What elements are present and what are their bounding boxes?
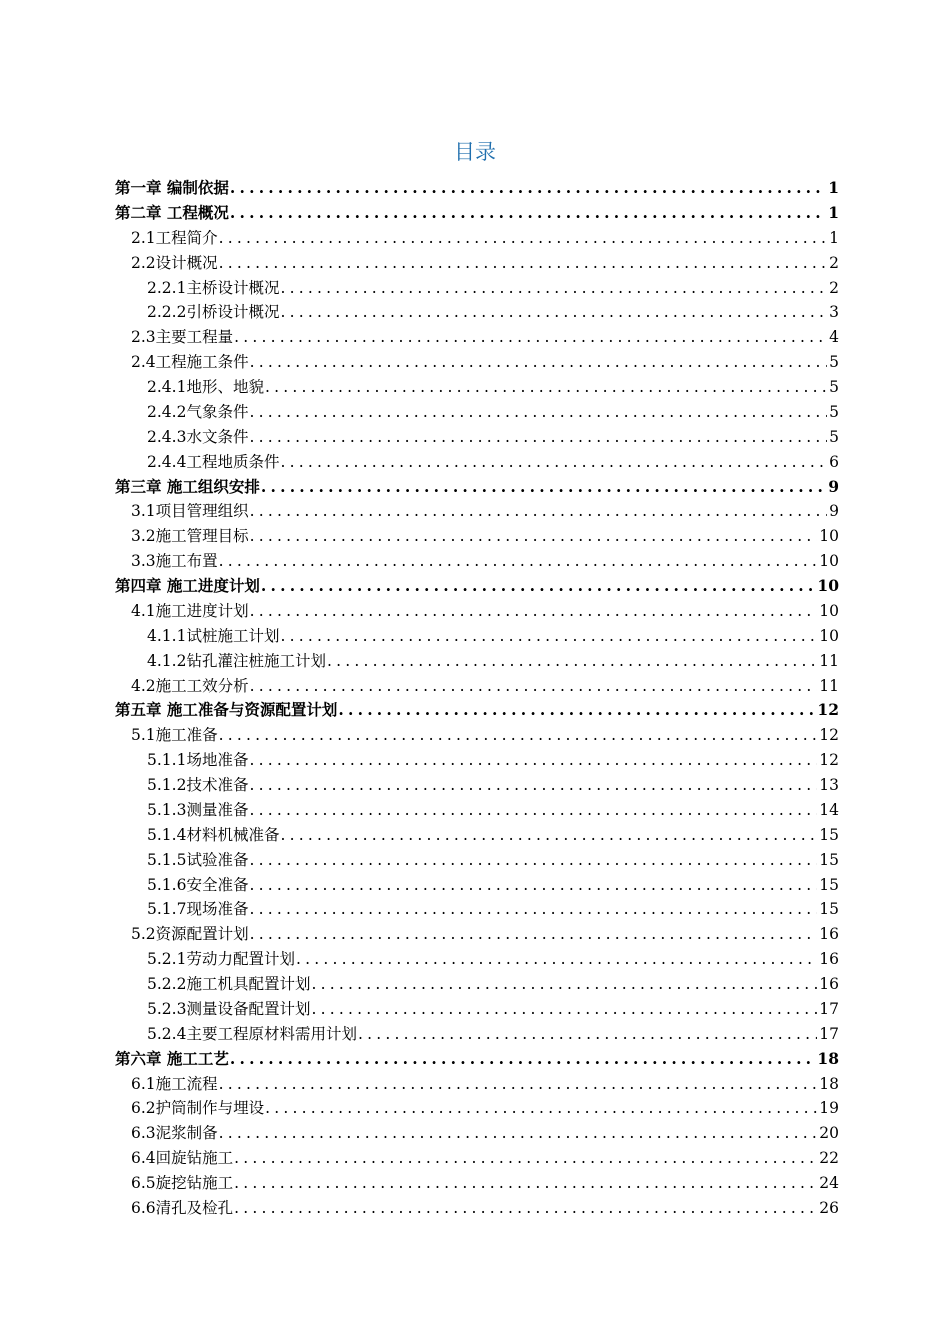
toc-entry-page-number: 3 <box>829 303 839 322</box>
toc-entry-page-number: 11 <box>819 676 839 695</box>
toc-entry-page-number: 1 <box>828 178 839 197</box>
toc-entry-page-number: 13 <box>819 776 839 794</box>
toc-entry-page-number: 18 <box>817 1048 839 1068</box>
toc-entry[interactable] <box>115 300 839 325</box>
toc-entry-label: 4.1.1试桩施工计划 <box>147 626 280 645</box>
toc-entry[interactable] <box>115 1047 839 1072</box>
toc-dot-leader <box>250 524 818 549</box>
toc-entry-page-number: 5 <box>829 378 839 396</box>
toc-dot-leader <box>280 300 827 325</box>
toc-entry-label: 2.2.1主桥设计概况 <box>147 278 280 297</box>
toc-entry-label: 5.2.2施工机具配置计划 <box>147 975 311 993</box>
toc-entry[interactable] <box>115 276 839 301</box>
toc-entry[interactable] <box>115 1022 839 1047</box>
toc-entry-label: 5.1.4材料机械准备 <box>147 825 280 844</box>
toc-entry-label: 5.1.6安全准备 <box>147 875 249 894</box>
toc-dot-leader <box>234 1196 817 1221</box>
toc-entry-label: 6.3泥浆制备 <box>131 1124 218 1143</box>
toc-entry-page-number: 16 <box>819 975 839 993</box>
toc-dot-leader <box>265 375 827 400</box>
toc-entry[interactable] <box>115 325 839 350</box>
toc-entry[interactable] <box>115 798 839 823</box>
toc-entry[interactable] <box>115 201 839 226</box>
toc-dot-leader <box>280 276 827 301</box>
toc-list <box>115 176 839 1221</box>
toc-entry-page-number: 19 <box>819 1099 839 1118</box>
toc-dot-leader <box>249 773 817 798</box>
toc-entry-label: 5.1.1场地准备 <box>147 751 249 770</box>
toc-entry[interactable] <box>115 226 839 251</box>
toc-entry-page-number: 1 <box>829 228 839 247</box>
toc-entry-label: 3.2施工管理目标 <box>131 527 249 546</box>
toc-dot-leader <box>311 997 817 1022</box>
toc-entry[interactable] <box>115 649 839 674</box>
toc-entry-label: 2.4工程施工条件 <box>131 353 249 372</box>
toc-entry[interactable] <box>115 425 839 450</box>
toc-entry-label: 2.1工程简介 <box>131 228 218 247</box>
toc-entry-label: 5.1施工准备 <box>131 726 218 745</box>
toc-dot-leader <box>311 972 817 997</box>
toc-entry-page-number: 4 <box>829 328 839 347</box>
toc-entry[interactable] <box>115 1196 839 1221</box>
toc-entry-label: 2.4.3水文条件 <box>147 427 249 446</box>
toc-dot-leader <box>234 1171 817 1196</box>
toc-dot-leader <box>280 450 827 475</box>
toc-entry-page-number: 2 <box>829 253 839 272</box>
toc-entry[interactable] <box>115 499 839 524</box>
toc-entry-label: 5.2.3测量设备配置计划 <box>147 999 311 1018</box>
toc-entry-label: 3.1项目管理组织 <box>131 502 249 521</box>
toc-entry[interactable] <box>115 997 839 1022</box>
toc-entry-page-number: 10 <box>819 527 839 546</box>
toc-entry-page-number: 6 <box>829 452 839 471</box>
toc-dot-leader <box>234 325 827 350</box>
toc-entry-label: 5.1.7现场准备 <box>147 900 249 919</box>
toc-entry-label: 第五章 施工准备与资源配置计划 <box>115 700 338 720</box>
toc-entry[interactable] <box>115 1121 839 1146</box>
toc-entry-page-number: 17 <box>819 999 839 1018</box>
toc-entry-page-number: 5 <box>829 353 839 372</box>
toc-dot-leader <box>219 251 827 276</box>
toc-dot-leader <box>230 176 826 201</box>
toc-entry-page-number: 12 <box>817 700 839 720</box>
toc-entry[interactable] <box>115 1146 839 1171</box>
toc-entry-page-number: 17 <box>819 1024 839 1043</box>
toc-entry-page-number: 15 <box>819 875 839 894</box>
toc-entry-label: 6.1施工流程 <box>131 1074 218 1093</box>
toc-dot-leader <box>250 599 818 624</box>
toc-entry-label: 4.2施工工效分析 <box>131 676 249 695</box>
toc-dot-leader <box>249 897 817 922</box>
toc-entry-label: 4.1施工进度计划 <box>131 601 249 620</box>
toc-dot-leader <box>249 748 817 773</box>
toc-entry-page-number: 20 <box>819 1124 839 1143</box>
toc-dot-leader <box>234 1146 817 1171</box>
toc-entry[interactable] <box>115 698 839 723</box>
toc-dot-leader <box>219 723 818 748</box>
toc-dot-leader <box>230 1047 816 1072</box>
toc-entry-label: 第六章 施工工艺 <box>115 1048 229 1068</box>
toc-entry-label: 6.2护筒制作与埋设 <box>131 1099 265 1118</box>
toc-entry[interactable] <box>115 947 839 972</box>
toc-entry-page-number: 9 <box>829 502 839 521</box>
toc-entry-label: 6.4回旋钻施工 <box>131 1149 234 1168</box>
toc-entry-label: 5.1.5试验准备 <box>147 850 249 869</box>
toc-entry-page-number: 22 <box>819 1149 839 1168</box>
toc-dot-leader <box>249 873 817 898</box>
toc-entry[interactable] <box>115 823 839 848</box>
toc-entry-label: 2.2设计概况 <box>131 253 218 272</box>
toc-dot-leader <box>261 475 826 500</box>
toc-entry[interactable] <box>115 873 839 898</box>
toc-dot-leader <box>250 350 827 375</box>
toc-dot-leader <box>338 698 815 723</box>
toc-dot-leader <box>327 649 817 674</box>
toc-entry-page-number: 16 <box>819 950 839 969</box>
toc-title: 目录 <box>454 140 496 164</box>
toc-entry[interactable] <box>115 748 839 773</box>
toc-entry-label: 第三章 施工组织安排 <box>115 476 260 496</box>
toc-entry[interactable] <box>115 574 839 599</box>
toc-entry-label: 5.1.2技术准备 <box>147 776 249 794</box>
toc-entry[interactable] <box>115 1096 839 1121</box>
toc-entry[interactable] <box>115 624 839 649</box>
toc-entry-page-number: 2 <box>829 278 839 297</box>
toc-entry[interactable] <box>115 674 839 699</box>
toc-entry-label: 第二章 工程概况 <box>115 202 229 222</box>
toc-entry-label: 2.3主要工程量 <box>131 328 234 347</box>
toc-entry[interactable] <box>115 524 839 549</box>
toc-entry-label: 6.5旋挖钻施工 <box>131 1174 234 1192</box>
toc-dot-leader <box>280 823 817 848</box>
toc-entry-label: 2.4.4工程地质条件 <box>147 452 280 471</box>
toc-dot-leader <box>219 1072 818 1097</box>
toc-entry-page-number: 15 <box>819 825 839 844</box>
toc-dot-leader <box>249 425 827 450</box>
toc-entry-page-number: 12 <box>819 751 839 770</box>
toc-dot-leader <box>219 226 827 251</box>
toc-dot-leader <box>280 624 817 649</box>
toc-entry[interactable] <box>115 1171 839 1196</box>
toc-entry-page-number: 16 <box>819 925 839 944</box>
toc-entry[interactable] <box>115 475 839 500</box>
toc-entry[interactable] <box>115 400 839 425</box>
toc-entry-label: 第四章 施工进度计划 <box>115 576 260 595</box>
toc-entry-label: 2.4.2气象条件 <box>147 402 249 421</box>
toc-entry-label: 5.2资源配置计划 <box>131 925 249 944</box>
toc-dot-leader <box>250 499 827 524</box>
toc-dot-leader <box>219 1121 818 1146</box>
toc-entry-page-number: 10 <box>817 576 839 595</box>
toc-entry[interactable] <box>115 922 839 947</box>
toc-entry-label: 4.1.2钻孔灌注桩施工计划 <box>147 651 326 670</box>
toc-entry-page-number: 1 <box>828 202 839 222</box>
toc-entry-page-number: 9 <box>828 476 839 496</box>
toc-dot-leader <box>265 1096 817 1121</box>
toc-dot-leader <box>249 400 827 425</box>
toc-entry-page-number: 12 <box>819 726 839 745</box>
toc-dot-leader <box>219 549 818 574</box>
toc-entry[interactable] <box>115 176 839 201</box>
toc-entry-page-number: 15 <box>819 850 839 869</box>
toc-entry-label: 5.2.4主要工程原材料需用计划 <box>147 1024 357 1043</box>
toc-entry-page-number: 26 <box>819 1198 839 1217</box>
toc-entry[interactable] <box>115 1072 839 1097</box>
toc-entry[interactable] <box>115 848 839 873</box>
toc-entry-page-number: 24 <box>819 1174 839 1192</box>
toc-dot-leader <box>230 201 826 226</box>
toc-entry[interactable] <box>115 972 839 997</box>
toc-entry[interactable] <box>115 375 839 400</box>
toc-dot-leader <box>250 922 818 947</box>
toc-entry-label: 2.4.1地形、地貌 <box>147 378 264 396</box>
toc-entry[interactable] <box>115 549 839 574</box>
toc-dot-leader <box>296 947 817 972</box>
toc-entry[interactable] <box>115 599 839 624</box>
toc-entry-label: 3.3施工布置 <box>131 552 218 571</box>
toc-entry-page-number: 10 <box>819 626 839 645</box>
toc-entry-label: 5.2.1劳动力配置计划 <box>147 950 295 969</box>
toc-dot-leader <box>249 848 817 873</box>
toc-entry-page-number: 5 <box>829 402 839 421</box>
toc-entry-page-number: 14 <box>819 800 839 819</box>
toc-dot-leader <box>358 1022 817 1047</box>
toc-entry[interactable] <box>115 450 839 475</box>
toc-dot-leader <box>261 574 816 599</box>
toc-entry-label: 第一章 编制依据 <box>115 178 229 197</box>
toc-entry-label: 6.6清孔及检孔 <box>131 1198 234 1217</box>
toc-entry-page-number: 15 <box>819 900 839 919</box>
toc-entry[interactable] <box>115 723 839 748</box>
toc-entry-page-number: 10 <box>819 552 839 571</box>
toc-entry-page-number: 5 <box>829 427 839 446</box>
toc-dot-leader <box>249 798 817 823</box>
toc-entry-page-number: 11 <box>819 651 839 670</box>
toc-entry-page-number: 18 <box>819 1074 839 1093</box>
toc-entry-label: 2.2.2引桥设计概况 <box>147 303 280 322</box>
toc-entry[interactable] <box>115 350 839 375</box>
toc-entry-page-number: 10 <box>819 601 839 620</box>
toc-dot-leader <box>250 674 818 699</box>
toc-entry[interactable] <box>115 897 839 922</box>
toc-entry-label: 5.1.3测量准备 <box>147 800 249 819</box>
toc-entry[interactable] <box>115 251 839 276</box>
toc-entry[interactable] <box>115 773 839 798</box>
